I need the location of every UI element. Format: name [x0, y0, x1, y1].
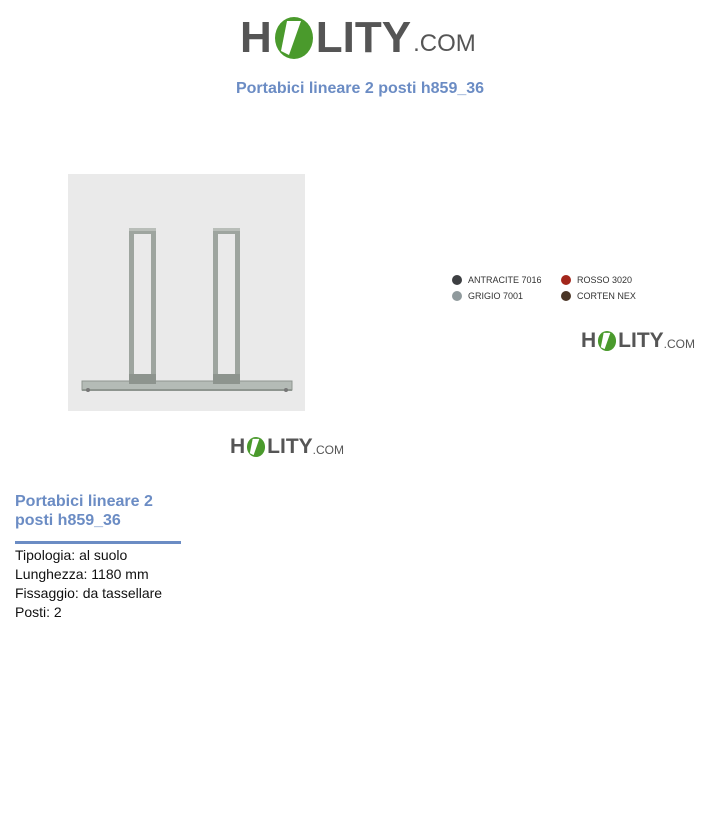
logo-prefix: H	[230, 435, 246, 458]
swatch-dot	[561, 291, 571, 301]
swatch-corten	[561, 291, 636, 301]
color-swatches	[452, 275, 652, 309]
swatch-rosso	[561, 275, 632, 285]
logo-domain: .COM	[413, 30, 476, 57]
swatch-label: ANTRACITE 7016	[468, 275, 542, 285]
swatch-dot	[452, 275, 462, 285]
logo-prefix: H	[581, 329, 597, 352]
logo-suffix: LITY	[618, 329, 664, 352]
spec-posti: Posti: 2	[15, 604, 62, 620]
swatches-logo	[581, 329, 695, 353]
spec-tipologia: Tipologia: al suolo	[15, 547, 128, 563]
logo-domain: .COM	[663, 337, 696, 351]
swatch-grigio	[452, 291, 523, 301]
swatch-label: CORTEN NEX	[577, 291, 636, 301]
logo-prefix: H	[240, 13, 272, 62]
spec-lunghezza: Lunghezza: 1180 mm	[15, 566, 149, 582]
logo-o-icon	[597, 329, 617, 353]
bike-rack-illustration	[68, 174, 305, 411]
logo-o-icon	[273, 15, 315, 61]
photo-logo	[230, 435, 344, 459]
product-photo	[68, 174, 305, 411]
swatch-dot	[561, 275, 571, 285]
page-title: Portabici lineare 2 posti h859_36	[235, 80, 485, 97]
swatch-dot	[452, 291, 462, 301]
logo-suffix: LITY	[315, 13, 412, 62]
header-logo[interactable]	[240, 12, 476, 64]
title-divider	[15, 541, 181, 544]
swatch-antracite	[452, 275, 542, 285]
swatch-label: ROSSO 3020	[577, 275, 633, 285]
product-title: Portabici lineare 2 posti h859_36	[15, 493, 153, 529]
logo-domain: .COM	[312, 443, 345, 457]
swatch-label: GRIGIO 7001	[468, 291, 524, 301]
product-specs	[15, 546, 162, 622]
spec-fissaggio: Fissaggio: da tassellare	[15, 585, 163, 601]
logo-suffix: LITY	[267, 435, 313, 458]
logo-o-icon	[246, 435, 266, 459]
